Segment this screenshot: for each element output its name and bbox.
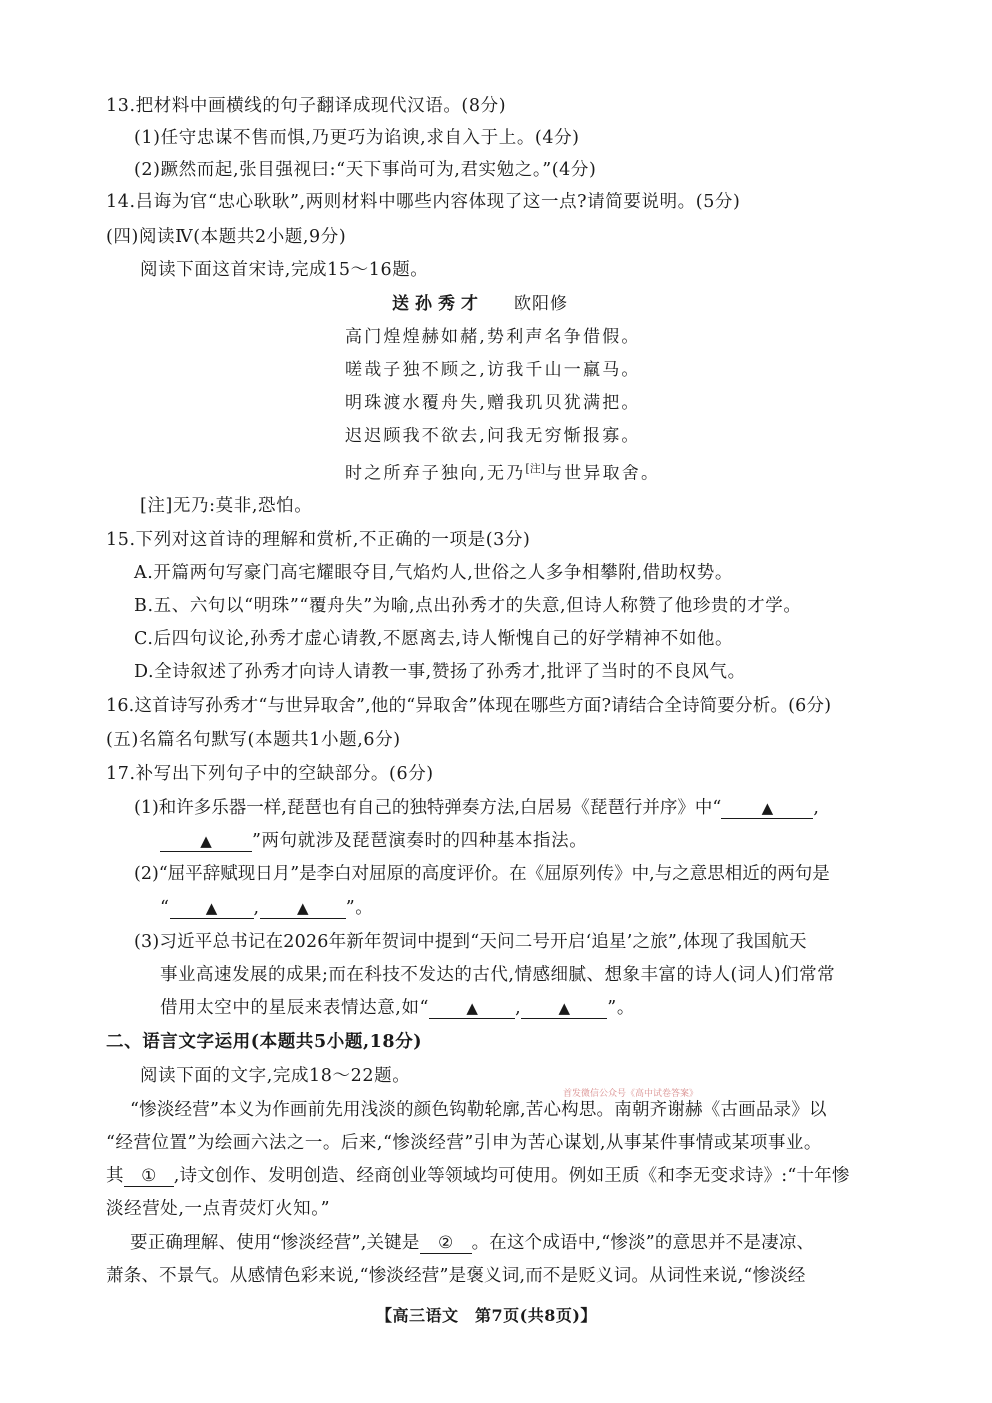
passage-blank-1[interactable] bbox=[124, 1166, 174, 1187]
answer-blank[interactable] bbox=[429, 998, 515, 1019]
question-13-item-1: (1)任守忠谋不售而惧,乃更巧为谄谀,求自入于上。(4分) bbox=[134, 128, 580, 148]
q17-3-text: 借用太空中的星辰来表情达意,如“ bbox=[160, 998, 430, 1018]
q17-1-text-a: (1)和许多乐器一样,琵琶也有自己的独特弹奏方法,白居易《琵琶行并序》中“ bbox=[134, 798, 722, 818]
page-footer: 【高三语文 第7页(共8页)】 bbox=[376, 1306, 597, 1325]
passage-para-2-line-2: 萧条、不景气。从感情色彩来说,“惨淡经营”是褒义词,而不是贬义词。从词性来说,“惨淡经 bbox=[106, 1266, 806, 1286]
question-13-item-2: (2)蹶然而起,张目强视曰:“天下事尚可为,君实勉之。”(4分) bbox=[134, 160, 597, 180]
q17-2-open-quote: “ bbox=[160, 898, 170, 918]
blank-triangle-icon: ▲ bbox=[761, 799, 774, 817]
poem-note: [注]无乃:莫非,恐怕。 bbox=[140, 496, 313, 516]
poem-line-2: 嗟哉子独不顾之,访我千山一羸马。 bbox=[345, 360, 641, 380]
passage-text: 其 bbox=[106, 1166, 124, 1186]
circled-one-icon: ① bbox=[141, 1166, 157, 1186]
poem-line-1: 高门煌煌赫如赭,势利声名争借假。 bbox=[345, 327, 641, 347]
poem-note-mark: [注] bbox=[525, 462, 545, 475]
q17-1-text-c: ”两句就涉及琵琶演奏时的四种基本指法。 bbox=[252, 831, 588, 851]
question-17-item-3-line-2: 事业高速发展的成果;而在科技不发达的古代,情感细腻、想象丰富的诗人(词人)们常常 bbox=[160, 965, 836, 985]
passage-text: 要正确理解、使用“惨淡经营”,关键是 bbox=[130, 1233, 420, 1253]
question-17-item-1-line-2 bbox=[160, 829, 587, 853]
passage-para-1-line-1: “惨淡经营”本义为作画前先用浅淡的颜色钩勒轮廓,苦心构思。南朝齐谢赫《古画品录》以 bbox=[130, 1100, 827, 1120]
question-17-item-2-line-2 bbox=[160, 896, 373, 920]
question-17-item-3-line-1: (3)习近平总书记在2026年新年贺词中提到“天问二号开启‘追星’之旅”,体现了我国航天 bbox=[134, 932, 807, 952]
answer-blank[interactable] bbox=[160, 831, 252, 852]
answer-blank[interactable] bbox=[521, 998, 607, 1019]
question-15-option-c: C.后四句议论,孙秀才虚心请教,不愿离去,诗人惭愧自己的好学精神不如他。 bbox=[134, 629, 734, 649]
question-13-stem: 13.把材料中画横线的句子翻译成现代汉语。(8分) bbox=[106, 96, 507, 116]
section-5-heading: (五)名篇名句默写(本题共1小题,6分) bbox=[106, 730, 401, 750]
passage-para-1-line-4: 淡经营处,一点青荧灯火知。” bbox=[106, 1199, 331, 1219]
question-15-option-d: D.全诗叙述了孙秀才向诗人请教一事,赞扬了孙秀才,批评了当时的不良风气。 bbox=[134, 662, 746, 682]
part-2-heading: 二、语言文字运用(本题共5小题,18分) bbox=[106, 1032, 423, 1052]
blank-triangle-icon: ▲ bbox=[205, 899, 218, 917]
poem-line-3: 明珠渡水覆舟失,赠我玑贝犹满把。 bbox=[345, 393, 641, 413]
section-4-heading: (四)阅读Ⅳ(本题共2小题,9分) bbox=[106, 227, 347, 247]
blank-triangle-icon: ▲ bbox=[200, 832, 212, 850]
question-17-item-1-line-1 bbox=[134, 796, 819, 820]
passage-text: 。在这个成语中,“惨淡”的意思并不是凄凉、 bbox=[471, 1233, 815, 1253]
passage-blank-2[interactable] bbox=[420, 1233, 472, 1254]
poem-line-4: 迟迟顾我不欲去,问我无穷惭报寡。 bbox=[345, 426, 641, 446]
question-17-item-2-line-1: (2)“屈平辞赋现日月”是李白对屈原的高度评价。在《屈原列传》中,与之意思相近的两句是 bbox=[134, 864, 830, 884]
passage-para-1-line-2: “经营位置”为绘画六法之一。后来,“惨淡经营”引申为苦心谋划,从事某件事情或某项事业。 bbox=[106, 1133, 822, 1153]
q17-2-close-quote: ”。 bbox=[345, 898, 374, 918]
question-15-option-b: B.五、六句以“明珠”“覆舟失”为喻,点出孙秀才的失意,但诗人称赞了他珍贵的才学。 bbox=[134, 596, 802, 616]
passage-para-2-line-1 bbox=[130, 1231, 814, 1255]
blank-triangle-icon: ▲ bbox=[558, 999, 571, 1017]
q17-3-close-quote: ”。 bbox=[607, 998, 635, 1018]
poem-line-5-part-a: 时之所弃子独向,无乃 bbox=[345, 463, 526, 484]
passage-text: ,诗文创作、发明创造、经商创业等领域均可使用。例如王质《和李无变求诗》:“十年惨 bbox=[173, 1166, 850, 1186]
section-4-intro: 阅读下面这首宋诗,完成15～16题。 bbox=[140, 260, 429, 280]
poem-author: 欧阳修 bbox=[514, 294, 568, 314]
question-15-option-a: A.开篇两句写豪门高宅耀眼夺目,气焰灼人,世俗之人多争相攀附,借助权势。 bbox=[134, 563, 733, 583]
question-17-stem: 17.补写出下列句子中的空缺部分。(6分) bbox=[106, 764, 434, 784]
watermark: 首发微信公众号《高中试卷答案》 bbox=[563, 1089, 699, 1099]
question-15-stem: 15.下列对这首诗的理解和赏析,不正确的一项是(3分) bbox=[106, 530, 531, 550]
question-16: 16.这首诗写孙秀才“与世异取舍”,他的“异取舍”体现在哪些方面?请结合全诗简要分析。(6分) bbox=[106, 696, 832, 716]
poem-line-5-part-b: 与世异取舍。 bbox=[545, 463, 661, 484]
question-14: 14.吕诲为官“忠心耿耿”,两则材料中哪些内容体现了这一点?请简要说明。(5分) bbox=[106, 192, 741, 212]
question-17-item-3-line-3 bbox=[160, 996, 635, 1020]
poem-title: 送孙秀才 bbox=[392, 294, 484, 314]
poem-line-5 bbox=[345, 457, 660, 486]
q17-2-comma: , bbox=[253, 898, 260, 918]
answer-blank[interactable] bbox=[721, 798, 813, 819]
answer-blank[interactable] bbox=[260, 898, 346, 919]
passage-para-1-line-3 bbox=[106, 1164, 850, 1188]
q17-3-comma: , bbox=[515, 998, 522, 1018]
circled-two-icon: ② bbox=[437, 1233, 454, 1253]
answer-blank[interactable] bbox=[170, 898, 254, 919]
part-2-intro: 阅读下面的文字,完成18～22题。 bbox=[140, 1066, 411, 1086]
blank-triangle-icon: ▲ bbox=[296, 899, 309, 917]
blank-triangle-icon: ▲ bbox=[466, 999, 478, 1017]
q17-1-comma: , bbox=[813, 798, 819, 818]
